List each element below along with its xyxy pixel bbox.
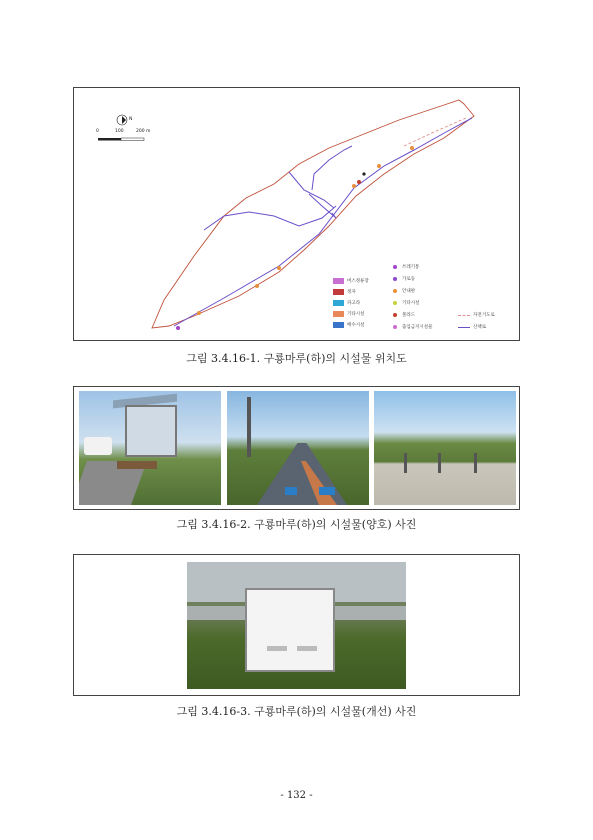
facility-point [176,326,180,330]
main-road [174,118,472,326]
facility-point [410,146,414,150]
scale-label-200: 200 m [136,129,151,134]
bike-lane [404,118,466,146]
legend-label: 기타시설 [347,312,365,317]
legend-label: 가로등 [402,277,416,282]
legend-label: 볼라드 [402,313,416,318]
legend-line-dashed [458,315,470,316]
legend-label: 정자 [347,290,356,295]
legend-swatch [333,311,344,317]
walking-path-2 [289,172,334,208]
page-number: - 132 - [280,790,313,801]
figure-caption-1: 그림 3.4.16-1. 구룡마루(하)의 시설물 위치도 [186,352,407,365]
legend-dot [393,265,397,269]
legend-label: 파고라 [347,301,361,306]
photo-frame-improve [73,554,520,696]
legend-label: 자전거도로 [473,313,495,318]
photo-bus-shelter [79,391,221,505]
north-label: N [129,117,133,122]
legend-dot [393,289,397,293]
photo-bollards [374,391,516,505]
legend-swatch [333,289,344,295]
legend-label: 쓰레기통 [402,265,420,270]
facility-point [362,172,365,175]
legend-dot [393,301,397,305]
legend-dot [393,325,397,329]
legend-dot [393,313,397,317]
legend-swatch [333,300,344,306]
legend-swatch [333,322,344,328]
photo-frame-good [73,386,520,510]
facility-point [255,284,259,288]
photo-info-board [187,562,406,689]
scale-label-0: 0 [96,129,99,134]
facility-point [277,266,281,270]
facility-point [357,180,361,184]
legend-label: 출입금지시설물 [402,325,433,330]
legend-label: 버스정류장 [347,279,369,284]
legend-dot [393,277,397,281]
legend-label: 산책로 [473,325,487,330]
legend-line-solid [458,327,470,328]
legend-label: 배수시설 [347,323,365,328]
figure-caption-2: 그림 3.4.16-2. 구룡마루(하)의 시설물(양호) 사진 [176,518,417,531]
site-boundary [152,100,474,328]
map-frame [73,87,520,341]
facility-point [377,164,381,168]
north-arrow-icon [117,115,127,125]
facility-point [197,311,201,315]
scale-label-100: 100 [115,129,124,134]
legend-label: 기타시설 [402,301,420,306]
location-map [74,88,519,340]
walking-path-3 [312,146,352,190]
photo-bike-path [227,391,369,505]
walking-path-4 [204,206,336,230]
legend-label: 안내판 [402,289,416,294]
legend-swatch [333,278,344,284]
facility-point [352,184,356,188]
figure-caption-3: 그림 3.4.16-3. 구룡마루(하)의 시설물(개선) 사진 [176,705,417,718]
